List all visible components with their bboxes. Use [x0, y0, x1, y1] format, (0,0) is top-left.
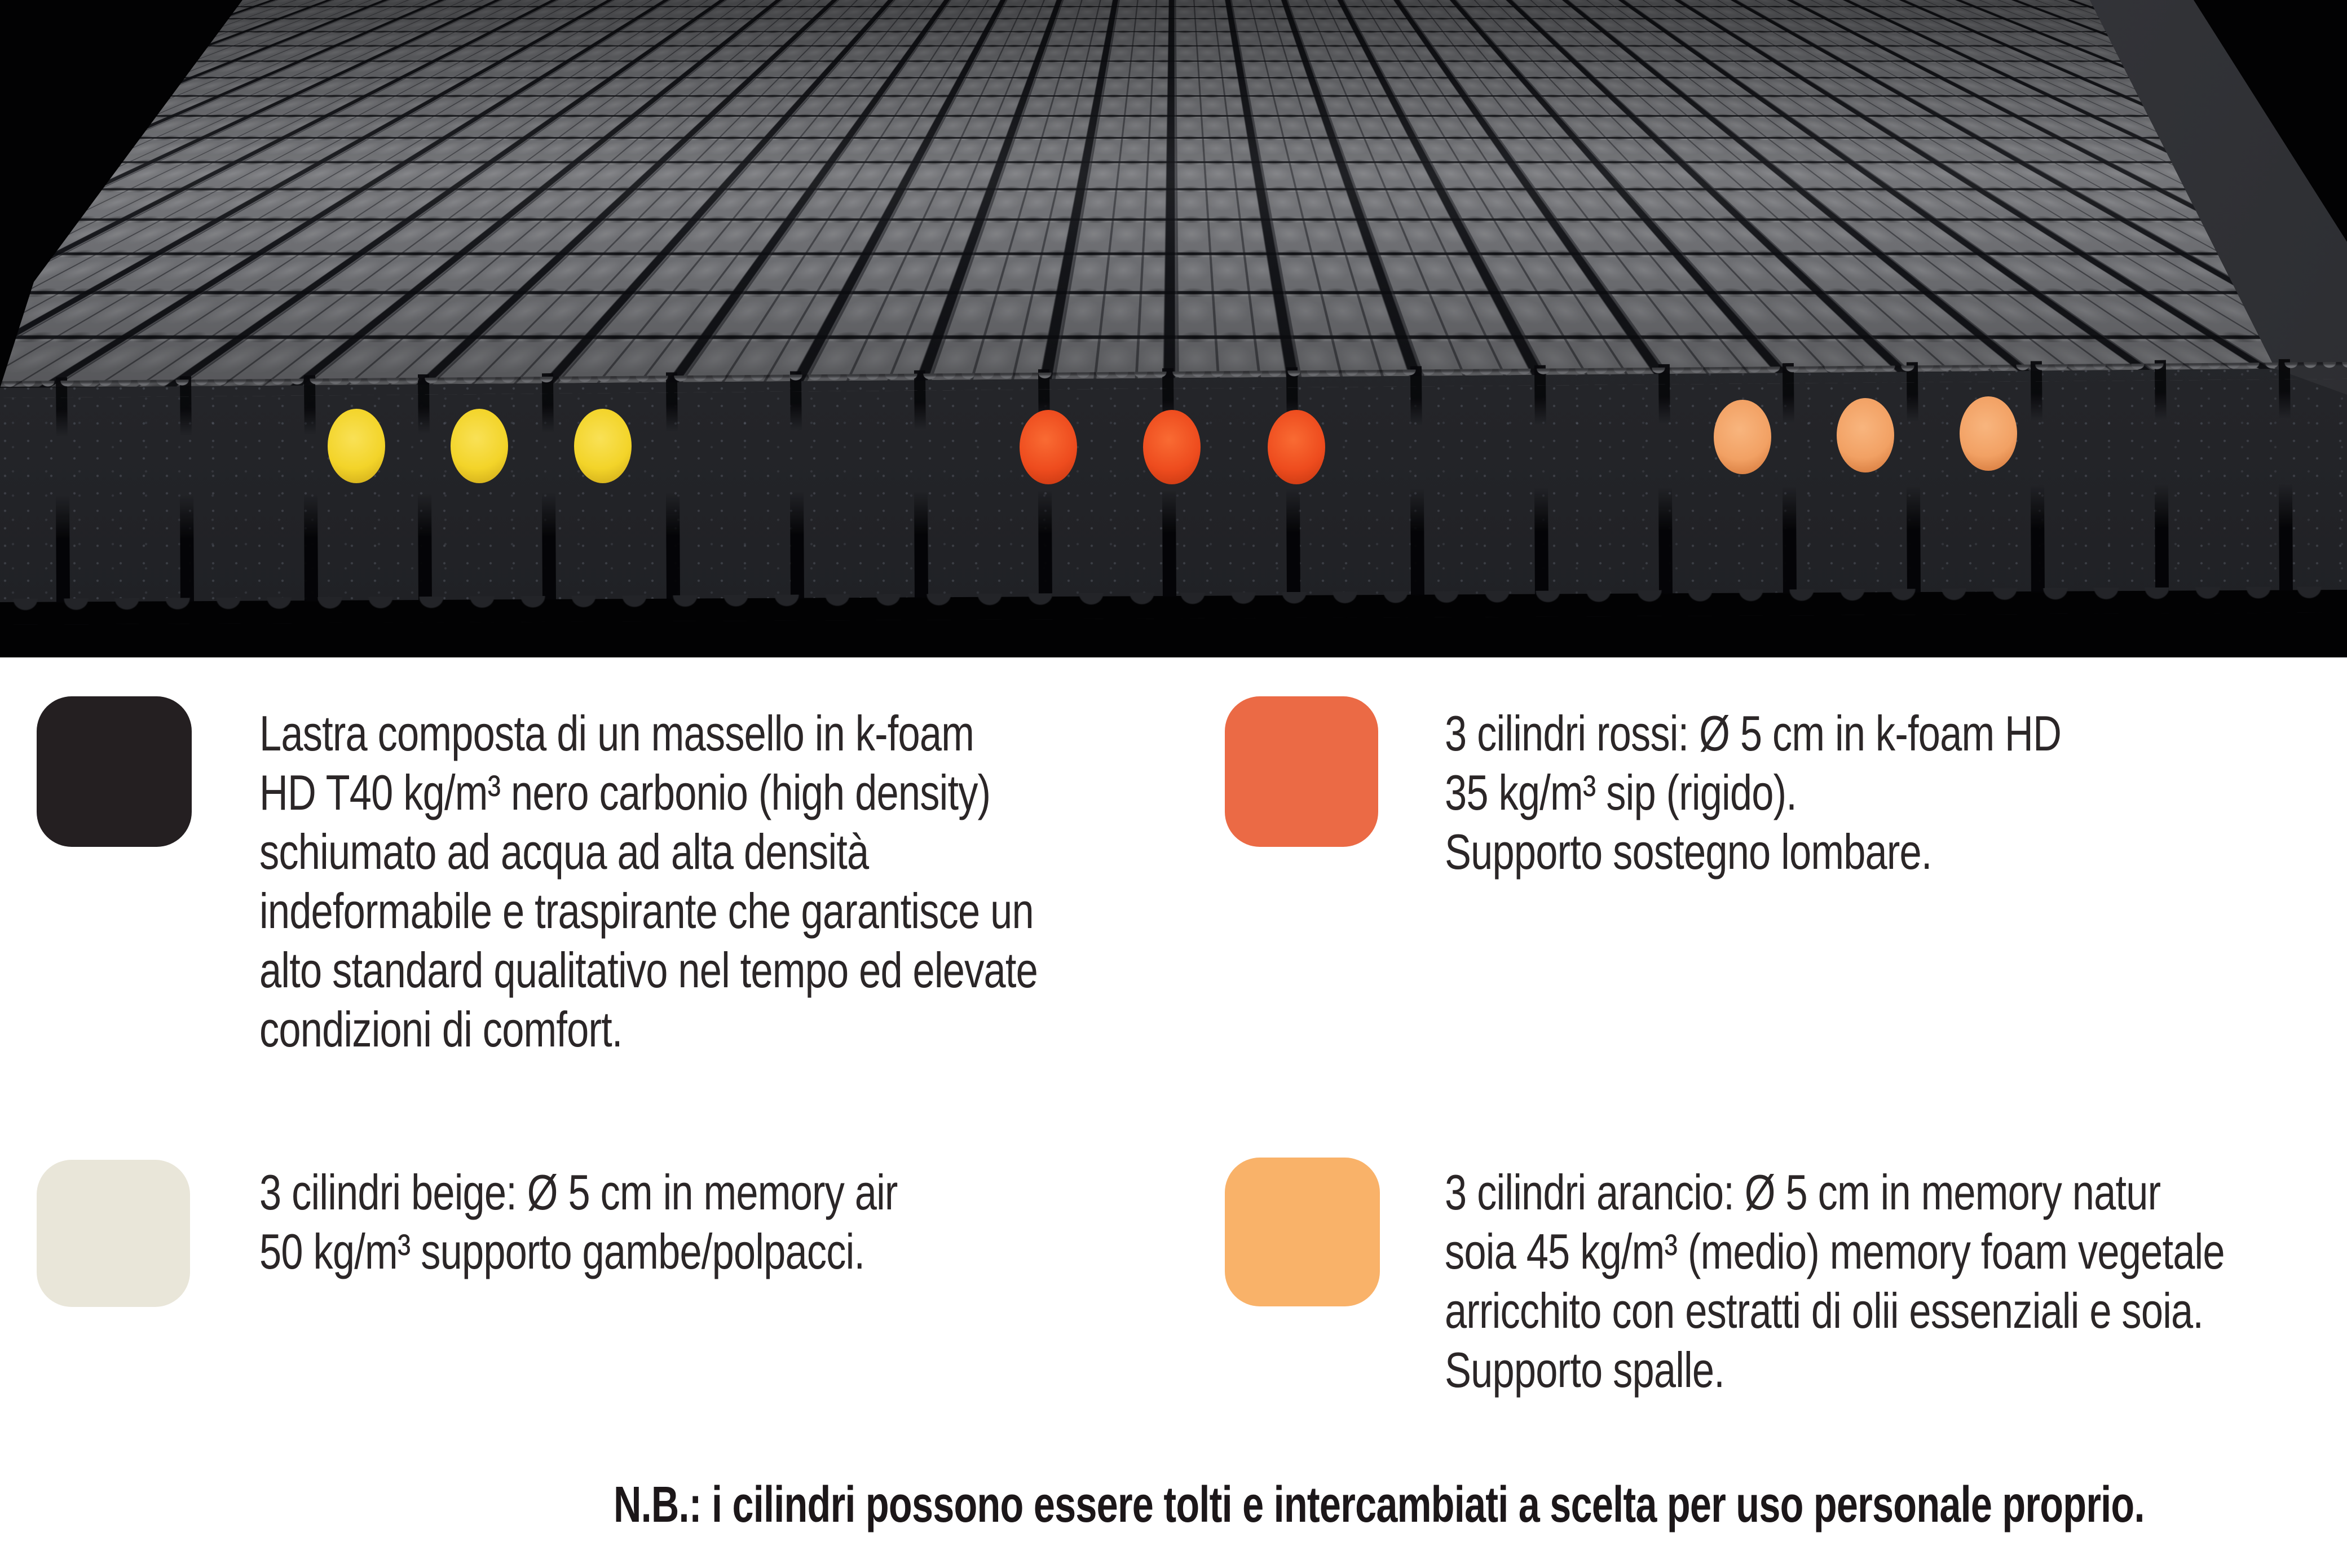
color-swatch-orange-cylinders: [1225, 1158, 1380, 1306]
legend-text-line: Lastra composta di un massello in k-foam: [259, 705, 974, 761]
cylinder-dot-red-3: [1268, 410, 1325, 484]
legend-text-line: schiumato ad acqua ad alta densità: [259, 824, 869, 880]
cylinder-dot-orange-2: [1837, 398, 1894, 472]
color-swatch-red-cylinders: [1225, 696, 1378, 847]
cylinder-dot-red-1: [1020, 410, 1077, 484]
legend-text-line: 35 kg/m³ sip (rigido).: [1445, 765, 1797, 820]
cylinder-dot-orange-1: [1714, 400, 1771, 474]
cylinder-dot-red-2: [1143, 410, 1201, 484]
mattress-photo: [0, 0, 2347, 657]
cylinder-dot-yellow-3: [574, 409, 632, 483]
legend-text-line: arricchito con estratti di olii essenziali e soia.: [1445, 1283, 2204, 1339]
cylinder-dot-yellow-2: [451, 409, 508, 483]
legend-text-black-foam: [259, 704, 1207, 1059]
cylinder-dot-yellow-1: [328, 409, 385, 483]
cylinder-dot-orange-3: [1960, 396, 2017, 471]
color-swatch-beige-cylinders: [37, 1160, 190, 1307]
legend-text-line: HD T40 kg/m³ nero carbonio (high density): [259, 765, 991, 820]
legend-text-line: 3 cilindri rossi: Ø 5 cm in k-foam HD: [1445, 705, 2062, 761]
legend-text-orange-cylinders: [1445, 1163, 2347, 1399]
legend-text-line: indeformabile e traspirante che garantisce un: [259, 883, 1034, 939]
legend-text-line: alto standard qualitativo nel tempo ed elevate: [259, 942, 1038, 998]
legend-text-line: Supporto spalle.: [1445, 1342, 1724, 1398]
mattress-bottom-channel-slots: [0, 484, 2347, 603]
color-swatch-black-foam: [37, 696, 192, 847]
legend-text-line: 3 cilindri beige: Ø 5 cm in memory air: [259, 1164, 898, 1220]
legend-text-line: 3 cilindri arancio: Ø 5 cm in memory natur: [1445, 1164, 2161, 1220]
legend-text-red-cylinders: [1445, 704, 2347, 881]
legend-text-line: 50 kg/m³ supporto gambe/polpacci.: [259, 1224, 865, 1279]
legend-text-line: Supporto sostegno lombare.: [1445, 824, 1932, 880]
nota-bene-text: N.B.: i cilindri possono essere tolti e intercambiati a scelta per uso personale proprio.: [614, 1477, 2145, 1533]
legend-text-line: condizioni di comfort.: [259, 1001, 623, 1057]
legend-text-beige-cylinders: [259, 1163, 1207, 1281]
legend-text-line: soia 45 kg/m³ (medio) memory foam vegetale: [1445, 1224, 2225, 1279]
